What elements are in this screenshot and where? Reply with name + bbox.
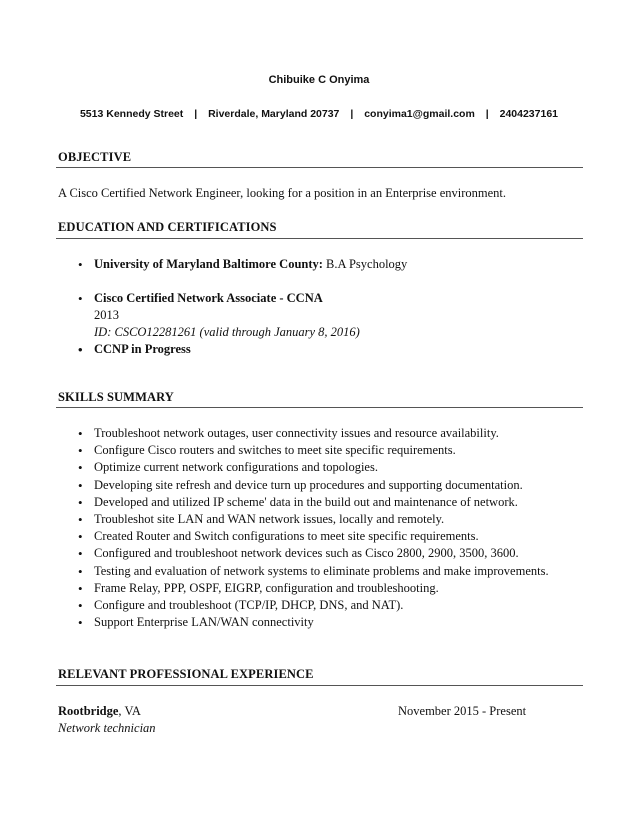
- list-item: • Troubleshoot network outages, user connectivity issues and resource availability.: [78, 425, 549, 442]
- objective-text: A Cisco Certified Network Engineer, looking for a position in an Enterprise environment.: [58, 186, 507, 200]
- list-item: • Created Router and Switch configurations to meet site specific requirements.: [78, 528, 549, 545]
- education-title: University of Maryland Baltimore County:: [94, 257, 323, 271]
- resume-name: Chibuike C Onyima: [268, 74, 370, 86]
- list-item: • Optimize current network configurations and topologies.: [78, 459, 549, 476]
- section-divider: [56, 407, 583, 408]
- education-list: [78, 256, 407, 358]
- city: Riverdale, Maryland 20737: [208, 108, 340, 120]
- certification-id: ID: CSCO12281261 (valid through January 8, 2016): [94, 325, 360, 339]
- certification-year: 2013: [94, 308, 119, 322]
- certification-title: • Cisco Certified Network Associate - CCNA: [94, 291, 323, 305]
- section-heading-skills: SKILLS SUMMARY: [58, 390, 174, 404]
- job-title: Network technician: [58, 721, 156, 735]
- list-item: • Configured and troubleshoot network devices such as Cisco 2800, 2900, 3500, 3600.: [78, 545, 549, 562]
- list-item: • Configure Cisco routers and switches to meet site specific requirements.: [78, 442, 549, 459]
- job-company: Rootbridge: [58, 704, 119, 718]
- list-item: • Troubleshot site LAN and WAN network issues, locally and remotely.: [78, 511, 549, 528]
- phone: 2404237161: [499, 108, 559, 120]
- list-item: • Support Enterprise LAN/WAN connectivity: [78, 614, 549, 631]
- separator: |: [194, 108, 198, 120]
- separator: |: [485, 108, 489, 120]
- contact-line: [0, 108, 638, 120]
- job-dates: November 2015 - Present: [398, 704, 527, 718]
- section-divider: [56, 238, 583, 239]
- section-heading-experience: RELEVANT PROFESSIONAL EXPERIENCE: [58, 667, 314, 681]
- address: 5513 Kennedy Street: [79, 108, 184, 120]
- section-divider: [56, 167, 583, 168]
- list-item: • Testing and evaluation of network systems to eliminate problems and make improvements.: [78, 563, 549, 580]
- list-item: • Developing site refresh and device turn up procedures and supporting documentation.: [78, 477, 549, 494]
- education-detail: B.A Psychology: [326, 257, 408, 271]
- list-item: • Developed and utilized IP scheme' data in the build out and maintenance of network.: [78, 494, 549, 511]
- job-location: , VA: [118, 704, 141, 718]
- list-item: [78, 256, 407, 273]
- list-item: • Configure and troubleshoot (TCP/IP, DHCP, DNS, and NAT).: [78, 597, 549, 614]
- email: conyima1@gmail.com: [364, 108, 475, 120]
- certification-progress: CCNP in Progress: [94, 342, 191, 356]
- section-divider: [56, 685, 583, 686]
- job-company-line: [58, 704, 141, 719]
- list-item: [78, 341, 407, 358]
- section-heading-objective: OBJECTIVE: [58, 150, 132, 164]
- skills-list: [78, 425, 549, 631]
- list-item: • Frame Relay, PPP, OSPF, EIGRP, configuration and troubleshooting.: [78, 580, 549, 597]
- separator: |: [350, 108, 354, 120]
- list-item: [78, 290, 407, 341]
- section-heading-education: EDUCATION AND CERTIFICATIONS: [58, 220, 277, 234]
